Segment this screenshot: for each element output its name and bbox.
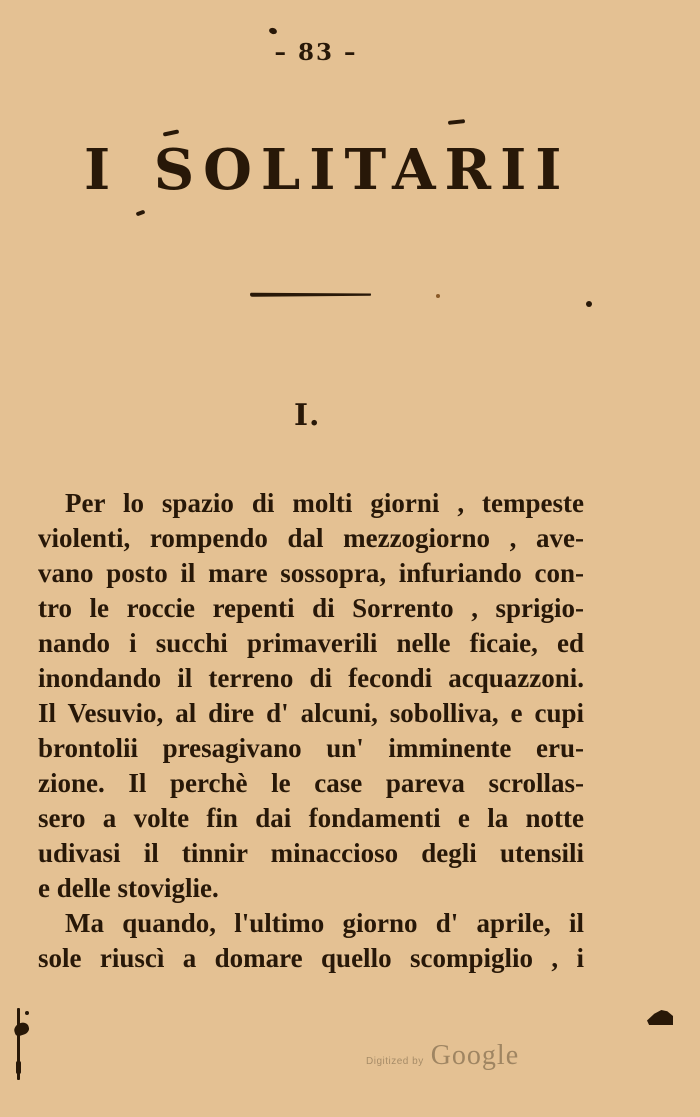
watermark-prefix: Digitized by xyxy=(366,1056,424,1067)
text-line-2: violenti, rompendo dal mezzogiorno , ave- xyxy=(38,523,584,553)
text-line-5: nando i succhi primaverili nelle ficaie, ed xyxy=(38,628,584,658)
text-line-12: e delle stoviglie. xyxy=(38,873,219,903)
google-logo: Google xyxy=(430,1040,520,1071)
chapter-heading: I. xyxy=(294,398,321,433)
text-line-14: sole riuscì a domare quello scompiglio , i xyxy=(38,943,584,973)
text-line-11: udivasi il tinnir minaccioso degli utensili xyxy=(38,838,584,868)
text-line-1: Per lo spazio di molti giorni , tempeste xyxy=(65,488,584,518)
corner-ink-smudge xyxy=(647,1010,673,1025)
page-number: – 83 – xyxy=(274,39,358,66)
text-line-6: inondando il terreno di fecondi acquazzoni. xyxy=(38,663,584,693)
text-line-3: vano posto il mare sossopra, infuriando con- xyxy=(38,558,584,588)
ink-dash xyxy=(448,119,465,125)
binding-ink-mark xyxy=(16,1061,21,1074)
watermark xyxy=(366,1040,519,1072)
ink-dash xyxy=(136,210,146,217)
ink-speck xyxy=(586,301,592,307)
title-divider-rule xyxy=(250,292,371,297)
text-line-7: Il Vesuvio, al dire d' alcuni, sobolliva, e cupi xyxy=(38,698,584,728)
ink-dash xyxy=(163,129,179,136)
ink-speck xyxy=(436,294,440,298)
binding-ink-mark xyxy=(25,1011,29,1015)
binding-ink-mark xyxy=(13,1021,31,1037)
text-line-10: sero a volte fin dai fondamenti e la notte xyxy=(38,803,584,833)
text-line-4: tro le roccie repenti di Sorrento , sprigio- xyxy=(38,593,584,623)
text-line-9: zione. Il perchè le case pareva scrollas- xyxy=(38,768,584,798)
ink-speck xyxy=(268,27,277,35)
text-line-13: Ma quando, l'ultimo giorno d' aprile, il xyxy=(65,908,584,938)
page-title: I SOLITARII xyxy=(84,137,571,203)
body-text xyxy=(38,486,584,976)
text-line-8: brontolii presagivano un' imminente eru- xyxy=(38,733,584,763)
